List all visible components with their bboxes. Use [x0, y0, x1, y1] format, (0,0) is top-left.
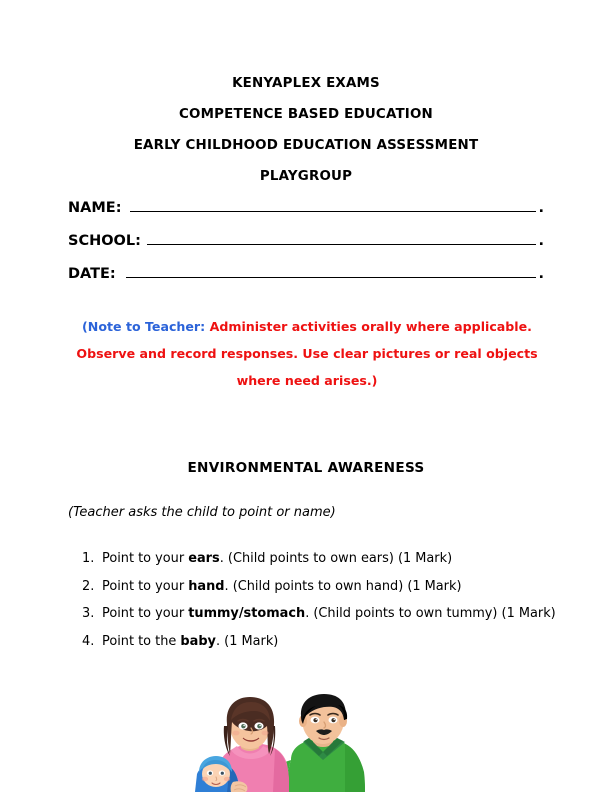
question-keyword: tummy/stomach [188, 606, 306, 621]
document-heading-block [56, 68, 556, 192]
teacher-note [70, 313, 544, 394]
teacher-note-line2: Observe and record responses. Use clear pictures or real objects [76, 346, 538, 361]
question-text-prefix: Point to your [102, 551, 189, 566]
school-label: SCHOOL: [68, 233, 141, 249]
school-terminator: . [538, 233, 544, 249]
section-subtitle: (Teacher asks the child to point or name) [68, 505, 336, 520]
question-number: 4. [82, 633, 95, 649]
page-title: KENYAPLEX EXAMS [232, 76, 380, 91]
list-item [68, 600, 558, 628]
question-number: 3. [82, 606, 95, 621]
teacher-note-lead: (Note to Teacher: [82, 319, 206, 334]
field-row-name [68, 200, 544, 233]
date-input-rule[interactable] [126, 277, 536, 278]
teacher-note-line3: where need arises.) [236, 373, 378, 388]
name-label: NAME: [68, 200, 122, 216]
family-with-baby-illustration [195, 694, 373, 792]
name-input-rule[interactable] [130, 211, 536, 212]
question-keyword: ears [188, 551, 220, 566]
field-row-school [68, 233, 544, 266]
school-input-rule[interactable] [147, 244, 537, 245]
question-number: 1. [82, 551, 95, 566]
family-illustration-svg [195, 694, 373, 792]
question-text-suffix: . (Child points to own tummy) (1 Mark) [305, 606, 556, 621]
date-terminator: . [538, 266, 544, 282]
student-details-fields [68, 200, 544, 299]
question-keyword: hand [188, 578, 225, 594]
date-label: DATE: [68, 266, 116, 282]
question-text-prefix: Point to your [102, 578, 189, 594]
question-text-suffix: . (1 Mark) [215, 633, 279, 649]
question-list [68, 545, 558, 655]
question-text-prefix: Point to your [102, 606, 189, 621]
subtitle-assessment: EARLY CHILDHOOD EDUCATION ASSESSMENT [133, 138, 479, 153]
question-text-suffix: . (Child points to own ears) (1 Mark) [219, 551, 453, 566]
subtitle-level: PLAYGROUP [259, 169, 353, 184]
name-terminator: . [538, 200, 544, 216]
subtitle-curriculum: COMPETENCE BASED EDUCATION [179, 107, 433, 122]
teacher-note-line1: Administer activities orally where applicable. [209, 319, 532, 334]
section-title: ENVIRONMENTAL AWARENESS [187, 460, 425, 476]
question-keyword: baby [180, 633, 216, 649]
list-item [68, 545, 558, 573]
question-text-suffix: . (Child points to own hand) (1 Mark) [224, 578, 462, 594]
question-number: 2. [82, 578, 95, 594]
field-row-date [68, 266, 544, 299]
list-item [68, 573, 558, 601]
list-item [68, 628, 558, 656]
question-text-prefix: Point to the [102, 633, 181, 649]
